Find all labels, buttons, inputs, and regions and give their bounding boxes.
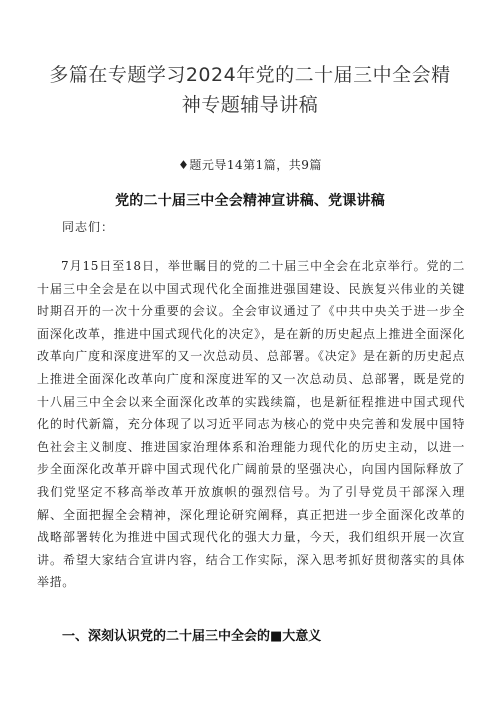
document-meta: ♦题元导14第1篇，共9篇: [178, 158, 322, 172]
document-title: 多篇在专题学习2024年党的二十届三中全会精神专题辅导讲稿: [49, 64, 451, 116]
body-paragraph: 7月15日至18日，举世瞩目的党的二十届三中全会在北京举行。党的二十届三中全会是在以中国式现代化全面推进强国建设、民族复兴伟业的关键时期召开的一次十分重要的会议。全会审议通过了《中共中央关于进一步全面深化改革，推进中国式现代化的决定》，是在新的历史起点上推进全面深化改革向广度和深度进军的又一次总动员、总部署。《决定》是在新的历史起点上推进全面深化改革向广度和深度进军的又一次总动员、总部署，既是党的十八届三中全会以来全面深化改革的实践续篇，也是新征程推进中国式现代化的时代新篇，充分体现了以习近平同志为核心的党中央完善和发展中国特色社会主义制度、推进国家治理体系和治理能力现代化的历史主动，以进一步全面深化改革开辟中国式现代化广阔前景的坚强决心，向国内国际释放了我们党坚定不移高举改革开放旗帜的强烈信号。为了引导党员干部深入理解、全面把握全会精神，深化理论研究阐释，真正把进一步全面深化改革的战略部署转化为推进中国式现代化的强大力量，今天，我们组织开展一次宣讲。希望大家结合宣讲内容，结合工作实际，深入思考抓好贯彻落实的具体举措。: [37, 259, 465, 590]
section-title: 党的二十届三中全会精神宣讲稿、党课讲稿: [115, 193, 385, 209]
salutation: 同志们：: [62, 220, 115, 234]
subheading: 一、深刻认识党的二十届三中全会的■大意义: [62, 629, 322, 644]
